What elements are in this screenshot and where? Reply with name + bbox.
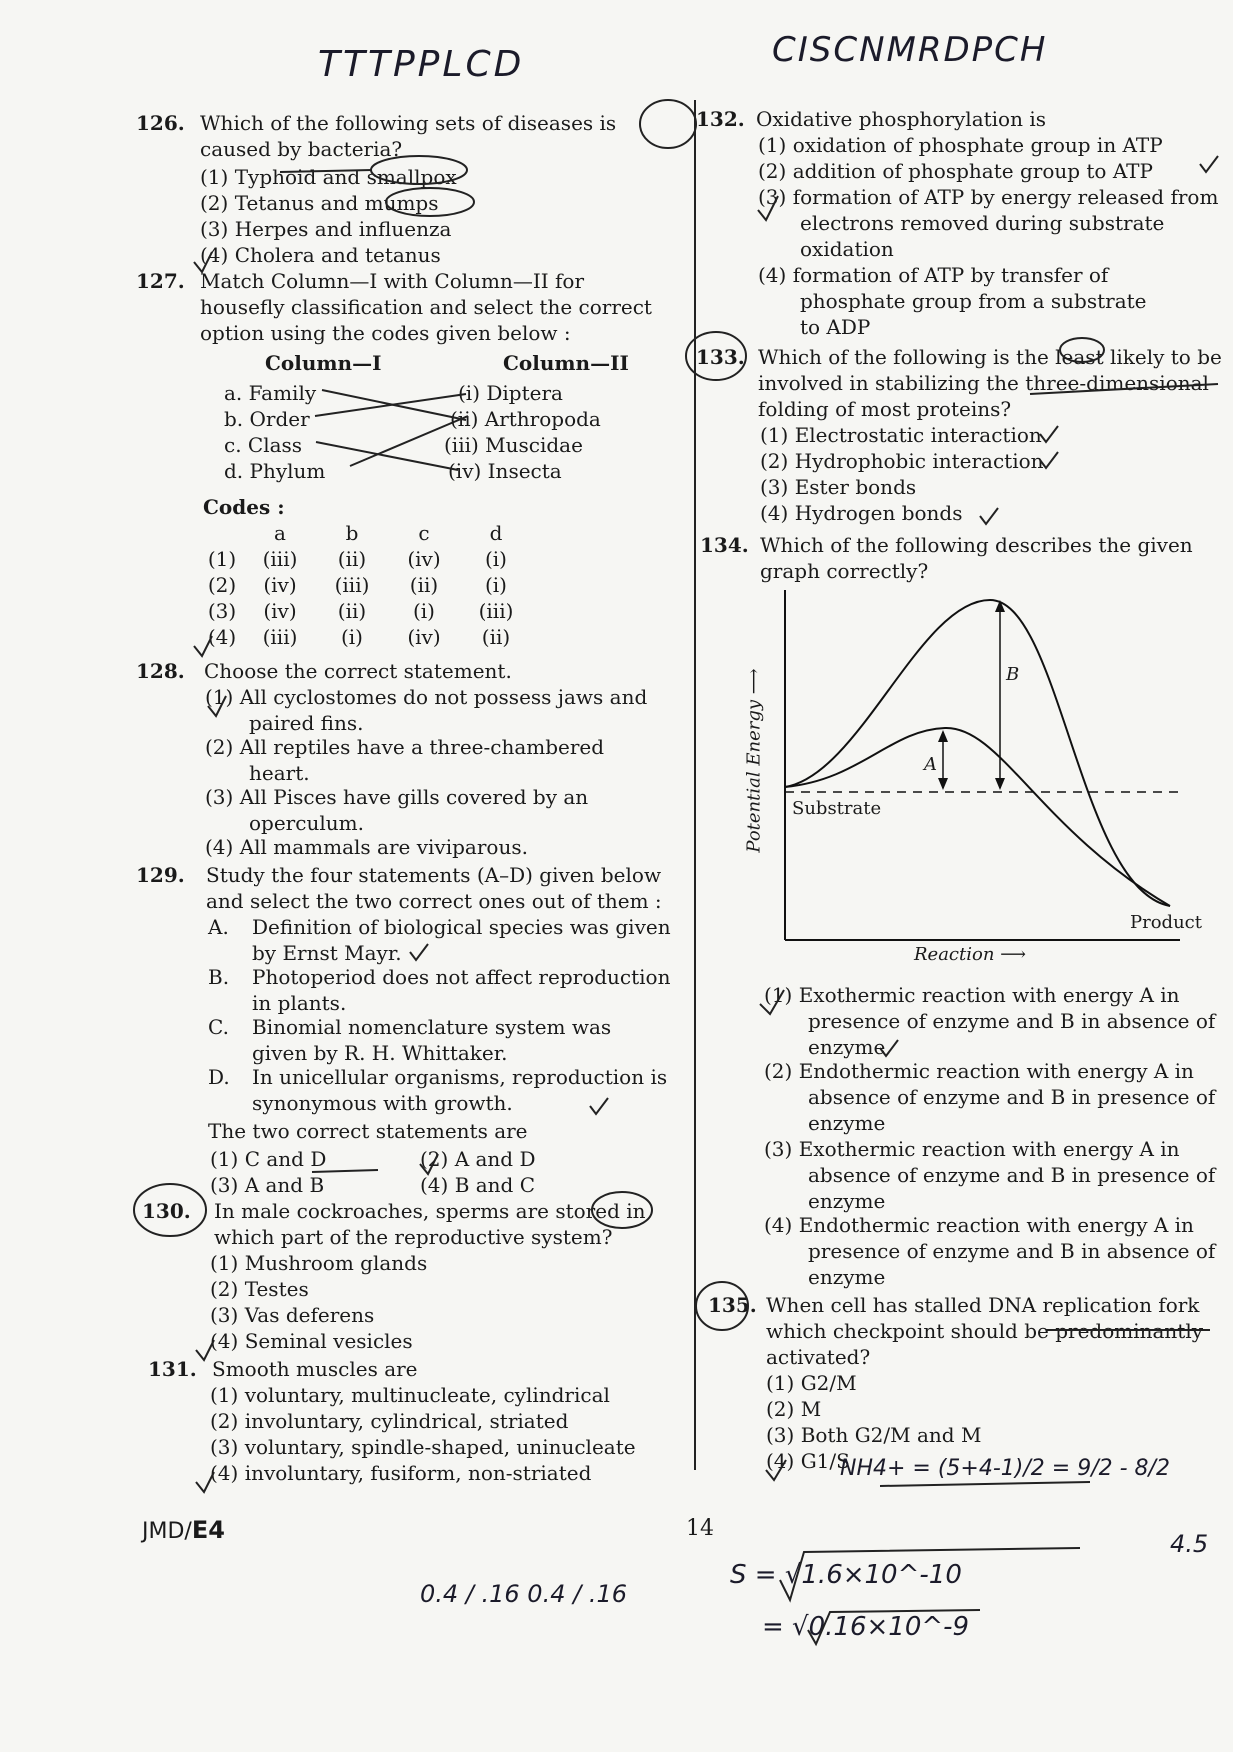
q135-option-2[interactable]: (2) M	[766, 1397, 822, 1421]
question-text-cont: housefly classification and select the correct	[200, 295, 652, 319]
question-text-cont: which part of the reproductive system?	[214, 1225, 613, 1249]
underline	[880, 1482, 1090, 1486]
q129-option-4[interactable]: (4) B and C	[420, 1173, 536, 1197]
question-text: Oxidative phosphorylation is	[756, 107, 1046, 131]
question-134	[700, 532, 1193, 584]
question-text: Choose the correct statement.	[204, 659, 512, 683]
question-text: In male cockroaches, sperms are stored in	[214, 1199, 646, 1223]
q132-option-2[interactable]	[758, 158, 1153, 184]
option-text-cont: phosphate group from a substrate	[800, 289, 1147, 313]
option-text: (4) formation of ATP by transfer of	[758, 263, 1109, 287]
option-text: (3) Exothermic reaction with energy A in	[764, 1137, 1180, 1161]
question-text: Match Column—I with Column—II for	[200, 269, 585, 293]
codes-cell: (2)	[207, 573, 237, 597]
curve-b	[785, 600, 1170, 906]
question-text-cont: involved in stabilizing the three-dimensional	[758, 371, 1209, 395]
column-1-item: d. Phylum	[224, 459, 326, 483]
statement-text: Definition of biological species was given	[252, 915, 671, 939]
option-text: (2) All reptiles have a three-chambered	[205, 735, 605, 759]
codes-col-head: b	[345, 521, 359, 545]
q134-option-4[interactable]	[764, 1212, 1215, 1290]
energy-graph	[740, 590, 1202, 970]
question-text-cont: caused by bacteria?	[200, 137, 403, 161]
codes-cell: (i)	[484, 547, 507, 571]
q129-option-3[interactable]: (3) A and B	[210, 1173, 325, 1197]
codes-col-head: a	[274, 521, 286, 545]
question-number: 132.	[696, 107, 745, 131]
codes-cell: (iii)	[334, 573, 370, 597]
question-text-cont: which checkpoint should be predominantly	[766, 1319, 1204, 1343]
option-text-cont: paired fins.	[249, 711, 364, 735]
question-132	[696, 106, 1046, 132]
codes-cell: (iv)	[263, 599, 297, 623]
column-2-item: (ii) Arthropoda	[450, 407, 601, 431]
q131-option-1[interactable]: (1) voluntary, multinucleate, cylindrical	[210, 1383, 610, 1407]
question-text: Which of the following sets of diseases is	[200, 111, 617, 135]
codes-col-head: d	[489, 521, 503, 545]
q131-option-2[interactable]: (2) involuntary, cylindrical, striated	[210, 1409, 569, 1433]
option-text-cont: enzyme	[808, 1035, 886, 1059]
codes-cell: (iii)	[262, 625, 298, 649]
codes-table	[200, 520, 532, 650]
label-b: B	[1006, 664, 1020, 685]
question-text-cont: folding of most proteins?	[758, 397, 1012, 421]
option-text: (1) oxidation of phosphate group in ATP	[758, 133, 1163, 157]
column-2-heading: Column—II	[503, 351, 629, 375]
q126-option-2[interactable]: (2) Tetanus and mumps	[200, 191, 439, 215]
question-127	[136, 268, 681, 346]
statement-text: Photoperiod does not affect reproduction	[252, 965, 671, 989]
check-mark	[1200, 156, 1218, 172]
option-text-cont: absence of enzyme and B in presence of	[808, 1163, 1216, 1187]
q129-option-1[interactable]: (1) C and D	[210, 1147, 327, 1171]
statement-text-cont: given by R. H. Whittaker.	[252, 1041, 508, 1065]
question-135	[708, 1292, 1203, 1370]
q135-option-4[interactable]: (4) G1/S	[766, 1449, 850, 1473]
q129-prompt: The two correct statements are	[208, 1119, 528, 1143]
statement-d	[208, 1064, 667, 1116]
footer-code	[142, 1516, 225, 1544]
check-mark	[980, 508, 998, 524]
handwritten-note-bottom-left: 0.4 / .16 0.4 / .16	[420, 1580, 627, 1608]
column-1-item: c. Class	[224, 433, 303, 457]
option-text-cont: absence of enzyme and B in presence of	[808, 1085, 1216, 1109]
column-2-item: (iv) Insecta	[448, 459, 562, 483]
question-126	[136, 110, 681, 162]
option-text-cont: heart.	[249, 761, 310, 785]
statement-text-cont: in plants.	[252, 991, 347, 1015]
statement-letter: B.	[208, 965, 230, 989]
check-mark	[1040, 426, 1058, 442]
q126-option-1[interactable]: (1) Typhoid and smallpox	[200, 165, 457, 189]
codes-cell: (i)	[412, 599, 435, 623]
option-text: (1) Exothermic reaction with energy A in	[764, 983, 1180, 1007]
statement-text-cont: synonymous with growth.	[252, 1091, 513, 1115]
q130-option-1[interactable]: (1) Mushroom glands	[210, 1251, 428, 1275]
match-line	[316, 442, 458, 470]
q134-option-3[interactable]	[764, 1136, 1215, 1214]
option-text-cont: electrons removed during substrate	[800, 211, 1165, 235]
codes-row[interactable]	[200, 598, 532, 624]
question-number: 128.	[136, 659, 185, 683]
codes-cell: (ii)	[409, 573, 439, 597]
statement-text: Binomial nomenclature system was	[252, 1015, 612, 1039]
option-text-cont: enzyme	[808, 1111, 886, 1135]
q128-option-4[interactable]	[205, 834, 528, 860]
handwritten-note-top-right: CISCNMRDPCH	[772, 30, 1048, 70]
column-1-item: a. Family	[224, 381, 317, 405]
codes-header-row	[200, 520, 532, 546]
option-text: (1) All cyclostomes do not possess jaws and	[205, 685, 648, 709]
question-text-cont: activated?	[766, 1345, 871, 1369]
codes-cell: (iv)	[407, 625, 441, 649]
footer-code-bold: E4	[191, 1516, 225, 1544]
codes-cell: (iii)	[478, 599, 514, 623]
question-text: Study the four statements (A–D) given below	[206, 863, 662, 887]
codes-cell: (iii)	[262, 547, 298, 571]
q135-option-3[interactable]: (3) Both G2/M and M	[766, 1423, 982, 1447]
question-text: Which of the following is the least likely to be	[758, 345, 1222, 369]
q130-option-4[interactable]: (4) Seminal vesicles	[210, 1329, 413, 1353]
option-text: (3) All Pisces have gills covered by an	[205, 785, 589, 809]
q126-option-4[interactable]: (4) Cholera and tetanus	[200, 243, 441, 267]
q131-option-4[interactable]: (4) involuntary, fusiform, non-striated	[210, 1461, 592, 1485]
option-text-cont: enzyme	[808, 1189, 886, 1213]
codes-cell: (ii)	[337, 599, 367, 623]
q130-option-2[interactable]: (2) Testes	[210, 1277, 309, 1301]
arrow-a-head-top	[938, 730, 948, 742]
question-text-cont: graph correctly?	[760, 559, 929, 583]
match-line	[315, 394, 466, 416]
question-number: 126.	[136, 111, 185, 135]
x-axis-label: Reaction ⟶	[914, 944, 1026, 965]
question-number: 133.	[696, 345, 745, 369]
statement-text-cont: by Ernst Mayr.	[252, 941, 402, 965]
statement-b	[208, 964, 670, 1016]
option-text-cont: enzyme	[808, 1265, 886, 1289]
handwritten-calculation-3: = √0.16×10^-9	[762, 1612, 970, 1642]
statement-c	[208, 1014, 611, 1066]
column-1-item: b. Order	[224, 407, 310, 431]
substrate-label: Substrate	[792, 798, 882, 819]
label-a: A	[924, 754, 937, 775]
q130-option-3[interactable]: (3) Vas deferens	[210, 1303, 375, 1327]
option-text: (2) addition of phosphate group to ATP	[758, 159, 1153, 183]
option-text-cont: presence of enzyme and B in absence of	[808, 1239, 1216, 1263]
q134-option-2[interactable]	[764, 1058, 1215, 1136]
question-130	[136, 1198, 646, 1250]
codes-cell: (1)	[207, 547, 237, 571]
option-text: (4) Endothermic reaction with energy A in	[764, 1213, 1194, 1237]
question-text-cont: option using the codes given below :	[200, 321, 571, 345]
q131-option-3[interactable]: (3) voluntary, spindle-shaped, uninucleate	[210, 1435, 636, 1459]
question-number: 135.	[708, 1293, 757, 1317]
question-129	[136, 862, 662, 914]
codes-col-head: c	[418, 521, 430, 545]
question-text: Smooth muscles are	[212, 1357, 418, 1381]
question-number: 134.	[700, 533, 749, 557]
column-2-item: (iii) Muscidae	[444, 433, 583, 457]
option-text: (4) All mammals are viviparous.	[205, 835, 528, 859]
codes-cell: (3)	[207, 599, 237, 623]
statement-text: In unicellular organisms, reproduction is	[252, 1065, 668, 1089]
arrow-b-head-bottom	[995, 778, 1005, 790]
question-number: 131.	[148, 1357, 197, 1381]
codes-cell: (4)	[207, 625, 237, 649]
q133-option-4[interactable]: (4) Hydrogen bonds	[760, 501, 963, 525]
codes-row[interactable]	[200, 546, 532, 572]
q132-option-3[interactable]	[758, 184, 1218, 262]
option-text: (3) formation of ATP by energy released from	[758, 185, 1219, 209]
handwritten-calculation-2: S = √1.6×10^-10	[730, 1560, 962, 1590]
question-128	[136, 658, 512, 684]
y-axis-label: Potential Energy ⟶	[743, 668, 765, 853]
question-number: 129.	[136, 863, 185, 887]
question-text: Which of the following describes the given	[760, 533, 1193, 557]
question-text-cont: and select the two correct ones out of them :	[206, 889, 662, 913]
statement-letter: A.	[208, 915, 229, 939]
q134-option-1[interactable]	[764, 982, 1215, 1060]
question-text: When cell has stalled DNA replication fork	[766, 1293, 1200, 1317]
codes-row[interactable]	[200, 572, 532, 598]
question-number: 130.	[142, 1199, 191, 1223]
statement-a	[208, 914, 671, 966]
codes-cell: (ii)	[481, 625, 511, 649]
codes-row[interactable]	[200, 624, 532, 650]
codes-cell: (i)	[484, 573, 507, 597]
footer-code-text: JMD/	[142, 1519, 192, 1544]
question-133	[696, 344, 1222, 422]
q133-option-1[interactable]: (1) Electrostatic interaction	[760, 423, 1042, 447]
q128-option-3[interactable]	[205, 784, 588, 836]
q128-option-2[interactable]	[205, 734, 604, 786]
q128-option-1[interactable]	[205, 684, 647, 736]
q132-option-1[interactable]	[758, 132, 1163, 158]
column-1-heading: Column—I	[265, 351, 382, 375]
codes-cell: (iv)	[407, 547, 441, 571]
codes-cell: (iv)	[263, 573, 297, 597]
column-divider	[694, 100, 696, 1470]
product-label: Product	[1130, 912, 1202, 933]
question-131	[148, 1356, 418, 1382]
statement-letter: D.	[208, 1065, 230, 1089]
handwritten-note-right: 4.5	[1170, 1530, 1209, 1558]
option-text-cont: to ADP	[800, 315, 871, 339]
q132-option-4[interactable]	[758, 262, 1146, 340]
q126-option-3[interactable]: (3) Herpes and influenza	[200, 217, 452, 241]
q133-option-2[interactable]: (2) Hydrophobic interaction	[760, 449, 1044, 473]
handwritten-calculation-1: NH4+ = (5+4-1)/2 = 9/2 - 8/2	[840, 1456, 1170, 1481]
arrow-a-head-bottom	[938, 778, 948, 790]
option-text-cont: operculum.	[249, 811, 364, 835]
codes-label: Codes :	[203, 495, 285, 519]
statement-letter: C.	[208, 1015, 229, 1039]
handwritten-note-top-left: TTTPPLCD	[318, 44, 525, 85]
column-2-item: (i) Diptera	[458, 381, 563, 405]
option-text: (2) Endothermic reaction with energy A in	[764, 1059, 1194, 1083]
page-number: 14	[686, 1516, 714, 1541]
question-number: 127.	[136, 269, 185, 293]
q133-option-3[interactable]: (3) Ester bonds	[760, 475, 917, 499]
codes-cell: (i)	[340, 625, 363, 649]
q129-option-2[interactable]: (2) A and D	[420, 1147, 536, 1171]
energy-graph-svg	[740, 590, 1180, 970]
option-text-cont: presence of enzyme and B in absence of	[808, 1009, 1216, 1033]
q135-option-1[interactable]: (1) G2/M	[766, 1371, 857, 1395]
match-line	[322, 390, 466, 420]
codes-cell: (ii)	[337, 547, 367, 571]
option-text-cont: oxidation	[800, 237, 894, 261]
